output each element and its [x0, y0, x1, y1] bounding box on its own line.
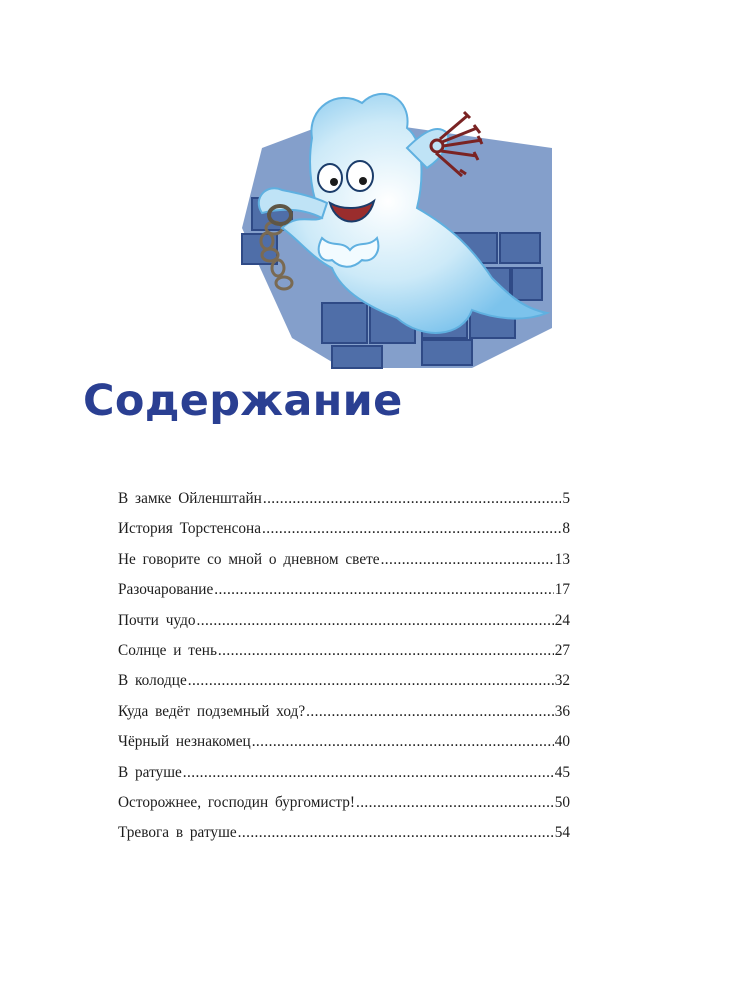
toc-entry[interactable]: [118, 794, 570, 824]
toc-entry-page: 27: [554, 641, 570, 659]
toc-entry-page: 54: [554, 824, 570, 842]
toc-entry-title: Осторожнее, господин бургомистр!: [118, 793, 355, 811]
toc-leader-dots: [214, 581, 553, 599]
page-title: Содержание: [83, 376, 403, 426]
toc-entry-title: История Торстенсона: [118, 520, 262, 538]
toc-entry[interactable]: [118, 764, 570, 794]
ghost-with-keys-illustration: [222, 78, 554, 374]
toc-entry-title: Тревога в ратуше: [118, 824, 237, 842]
illustration-graphic: [222, 78, 554, 374]
toc-leader-dots: [183, 764, 554, 782]
toc-entry[interactable]: [118, 703, 570, 733]
toc-entry-page: 5: [562, 490, 570, 507]
toc-entry-page: 24: [554, 611, 570, 629]
toc-entry[interactable]: [118, 672, 570, 702]
toc-leader-dots: [381, 551, 554, 569]
toc-leader-dots: [238, 824, 554, 842]
toc-leader-dots: [252, 733, 554, 751]
toc-leader-dots: [188, 672, 554, 690]
toc-leader-dots: [262, 520, 561, 538]
toc-entry[interactable]: [118, 520, 570, 550]
toc-entry[interactable]: [118, 612, 570, 642]
toc-entry-page: 36: [554, 702, 570, 720]
toc-leader-dots: [306, 703, 554, 721]
toc-entry-page: 40: [554, 733, 570, 751]
toc-entry-page: 32: [554, 672, 570, 690]
toc-entry-title: Чёрный незнакомец: [118, 733, 251, 751]
toc-entry-page: 45: [554, 763, 570, 781]
toc-entry-title: Солнце и тень: [118, 641, 217, 659]
toc-leader-dots: [218, 642, 554, 660]
toc-entry[interactable]: [118, 490, 570, 520]
toc-entry-page: 17: [554, 581, 570, 599]
toc-entry-title: В ратуше: [118, 763, 182, 781]
toc-leader-dots: [356, 794, 554, 812]
toc-entry-title: В колодце: [118, 672, 187, 690]
toc-entry[interactable]: [118, 733, 570, 763]
toc-entry-title: В замке Ойленштайн: [118, 490, 262, 507]
toc-entry[interactable]: [118, 824, 570, 854]
toc-entry-title: Почти чудо: [118, 611, 196, 629]
toc-entry-title: Разочарование: [118, 581, 214, 599]
toc-leader-dots: [263, 490, 561, 508]
toc-entry-title: Куда ведёт подземный ход?: [118, 702, 306, 720]
toc-entry[interactable]: [118, 581, 570, 611]
toc-entry-title: Не говорите со мной о дневном свете: [118, 550, 380, 568]
toc-entry[interactable]: [118, 551, 570, 581]
toc-entry-page: 13: [554, 550, 570, 568]
toc-entry-page: 50: [554, 793, 570, 811]
toc-leader-dots: [197, 612, 554, 630]
toc-entry-page: 8: [562, 520, 570, 538]
table-of-contents: [118, 490, 570, 855]
toc-entry[interactable]: [118, 642, 570, 672]
